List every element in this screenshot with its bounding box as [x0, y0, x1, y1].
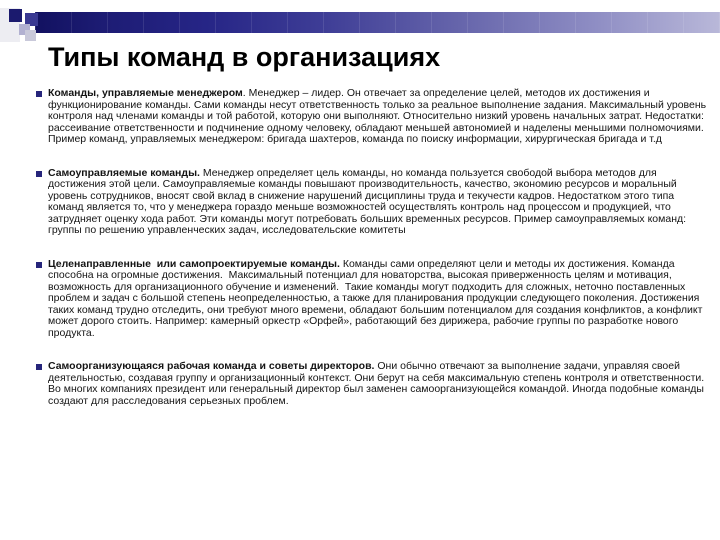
bullet-body: . Менеджер – лидер. Он отвечает за определение целей, методов их достижения и функционирование команды. Сами команды несут ответственность только за реальное выполнение задания. Максимальный уровень контроля над членами команды и той работой, которую они выполняют. Относительно низкий уровень начальных затрат. Недостатки: рассеивание ответственности и подчинение одному человеку, обладают меньшей автономией и наделены меньшими полномочиями. Пример команд, управляемых менеджером: бригада шахтеров, команда по поиску информации, хирургическая бригада и т.д: [48, 87, 710, 145]
bullet-square-icon: [36, 364, 42, 370]
bullet-item: [36, 88, 714, 146]
bullet-text: [48, 361, 712, 407]
bullet-text: [48, 168, 712, 237]
bullet-text: [48, 259, 712, 340]
slide-title: Типы команд в организациях: [48, 42, 441, 72]
bullet-lead: Целенаправленные или самопроектируемые команды.: [48, 257, 340, 270]
pixel-deco-gray-square: [25, 30, 36, 41]
bullet-item: [36, 168, 714, 237]
bullet-square-icon: [36, 171, 42, 177]
bullet-square-icon: [36, 262, 42, 268]
bullet-item: [36, 361, 714, 407]
bullet-square-icon: [36, 91, 42, 97]
bullet-lead: Самоорганизующаяся рабочая команда и советы директоров.: [48, 360, 375, 372]
bullet-body: Команды сами определяют цели и методы их достижения. Команда способна на огромные достижения. Максимальный потенциал для новаторства, высокая приверженность целям и мотивация, возможность для организационного обучение и изменений. Такие команды могут подходить для сложных, неточно поставленных проблем и задач с большой степень неопределенностью, а также для планирования продукции следующего поколения. Достижения таких команд трудно отследить, они требуют много времени, обладают большим потенциалом для создания конфликтов, а конфликт может дорого стоить. Например: камерный оркестр «Орфей», работающий без дирижера, рабочие группы по разработке нового продукта.: [48, 257, 706, 339]
bullet-list: [36, 88, 714, 429]
bullet-item: [36, 259, 714, 340]
header-gradient-bar: [35, 12, 720, 33]
bullet-body: Они обычно отвечают за выполнение задачи, управляя своей деятельностью, создавая группу и организационный контекст. Они берут на себя максимальную степень контроля и ответственности. Во многих компаниях президент или генеральный директор был заменен самоорганизующейся командой. Иногда подобные команды создают для расследования серьезных проблем.: [48, 360, 708, 407]
bullet-body: Менеджер определяет цель команды, но команда пользуется свободой выбора методов для достижения этой цели. Самоуправляемые команды повышают производительность, качество, экономию ресурсов и моральный уровень сотрудников, вносят свой вклад в снижение нарушений дисциплины труда и текучести кадров. Недостатком этого типа команд является то, что у менеджера гораздо меньше возможностей осуществлять контроль над процессом и продукцией, что затрудняет оценку хода работ. Эти команды могут потребовать больших временных ресурсов. Пример самоуправляемых команд: группы по решению управленческих задач, исследовательские комитеты: [48, 166, 689, 236]
bullet-lead: Самоуправляемые команды.: [48, 166, 200, 179]
pixel-deco-navy-square: [9, 9, 22, 22]
bullet-lead: Команды, управляемые менеджером: [48, 87, 243, 99]
bullet-text: [48, 88, 712, 146]
